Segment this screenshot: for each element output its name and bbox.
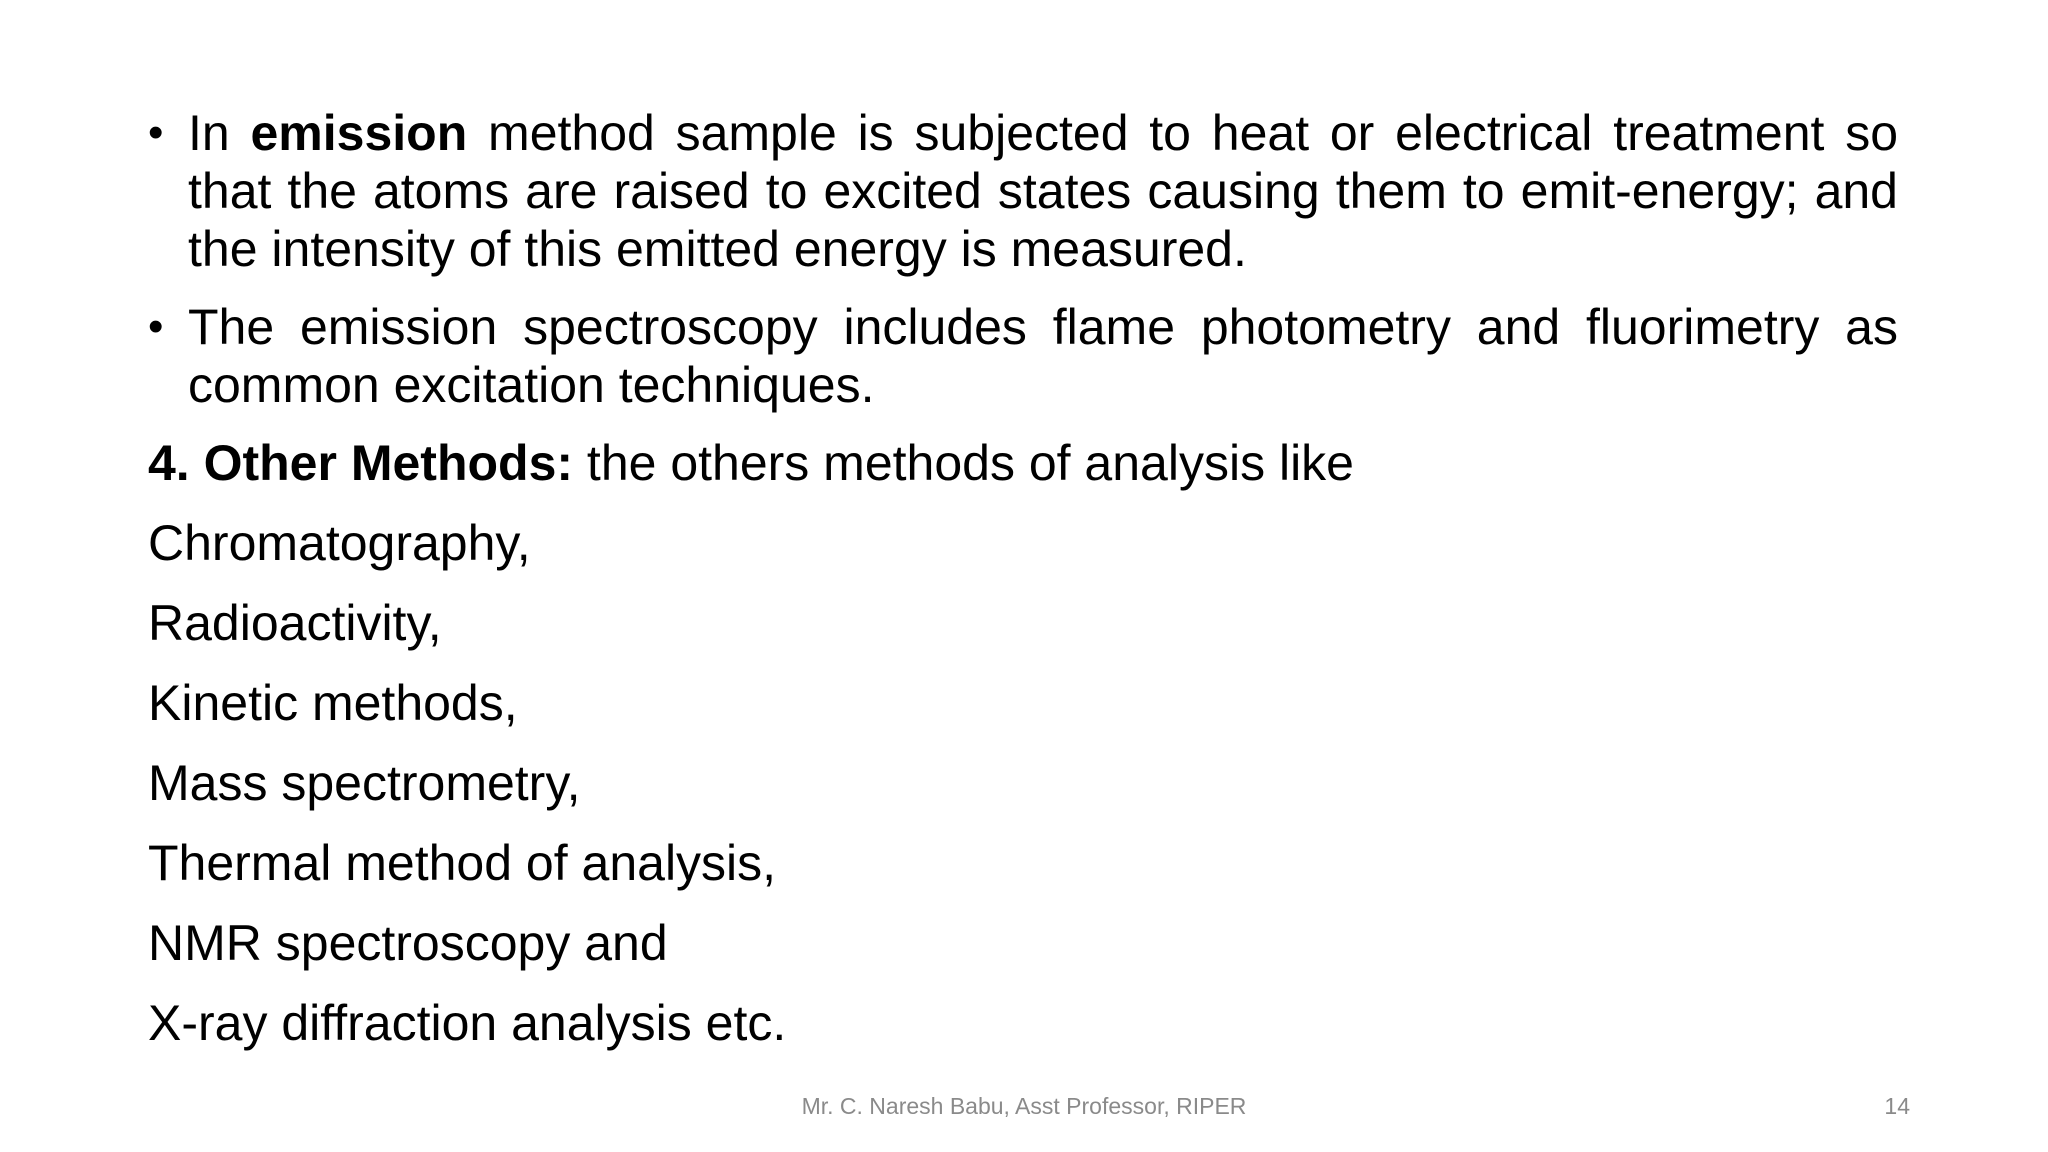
other-methods-intro: the others methods of analysis like [573,435,1354,491]
method-item: Mass spectrometry, [148,755,581,811]
method-item: NMR spectroscopy and [148,915,668,971]
bullet-prefix: In [188,105,251,161]
bullet-text: method sample is subjected to heat or electrical treatment so that the atoms are raised to excited states causing them to emit-energy; and the intensity of this emitted energy is measured. [188,105,1899,277]
bullet-emission-spectroscopy [148,298,1898,414]
footer-author: Mr. C. Naresh Babu, Asst Professor, RIPER [801,1093,1247,1119]
method-item: Thermal method of analysis, [148,835,777,891]
other-methods-heading [148,434,1898,492]
bullet-dot: • [148,108,164,157]
method-item: X-ray diffraction analysis etc. [148,995,787,1051]
bullet-dot: • [148,302,164,351]
other-methods-title: 4. Other Methods: [148,435,574,491]
method-item: Chromatography, [148,515,531,571]
method-item: Radioactivity, [148,595,442,651]
page-number: 14 [1884,1093,1910,1119]
bullet-text: The emission spectroscopy includes flame photometry and fluorimetry as common excitation techniques. [188,299,1898,413]
bullet-bold-term: emission [250,105,468,161]
method-item: Kinetic methods, [148,675,518,731]
bullet-emission-method [148,104,1898,278]
slide-content [148,104,1898,1074]
